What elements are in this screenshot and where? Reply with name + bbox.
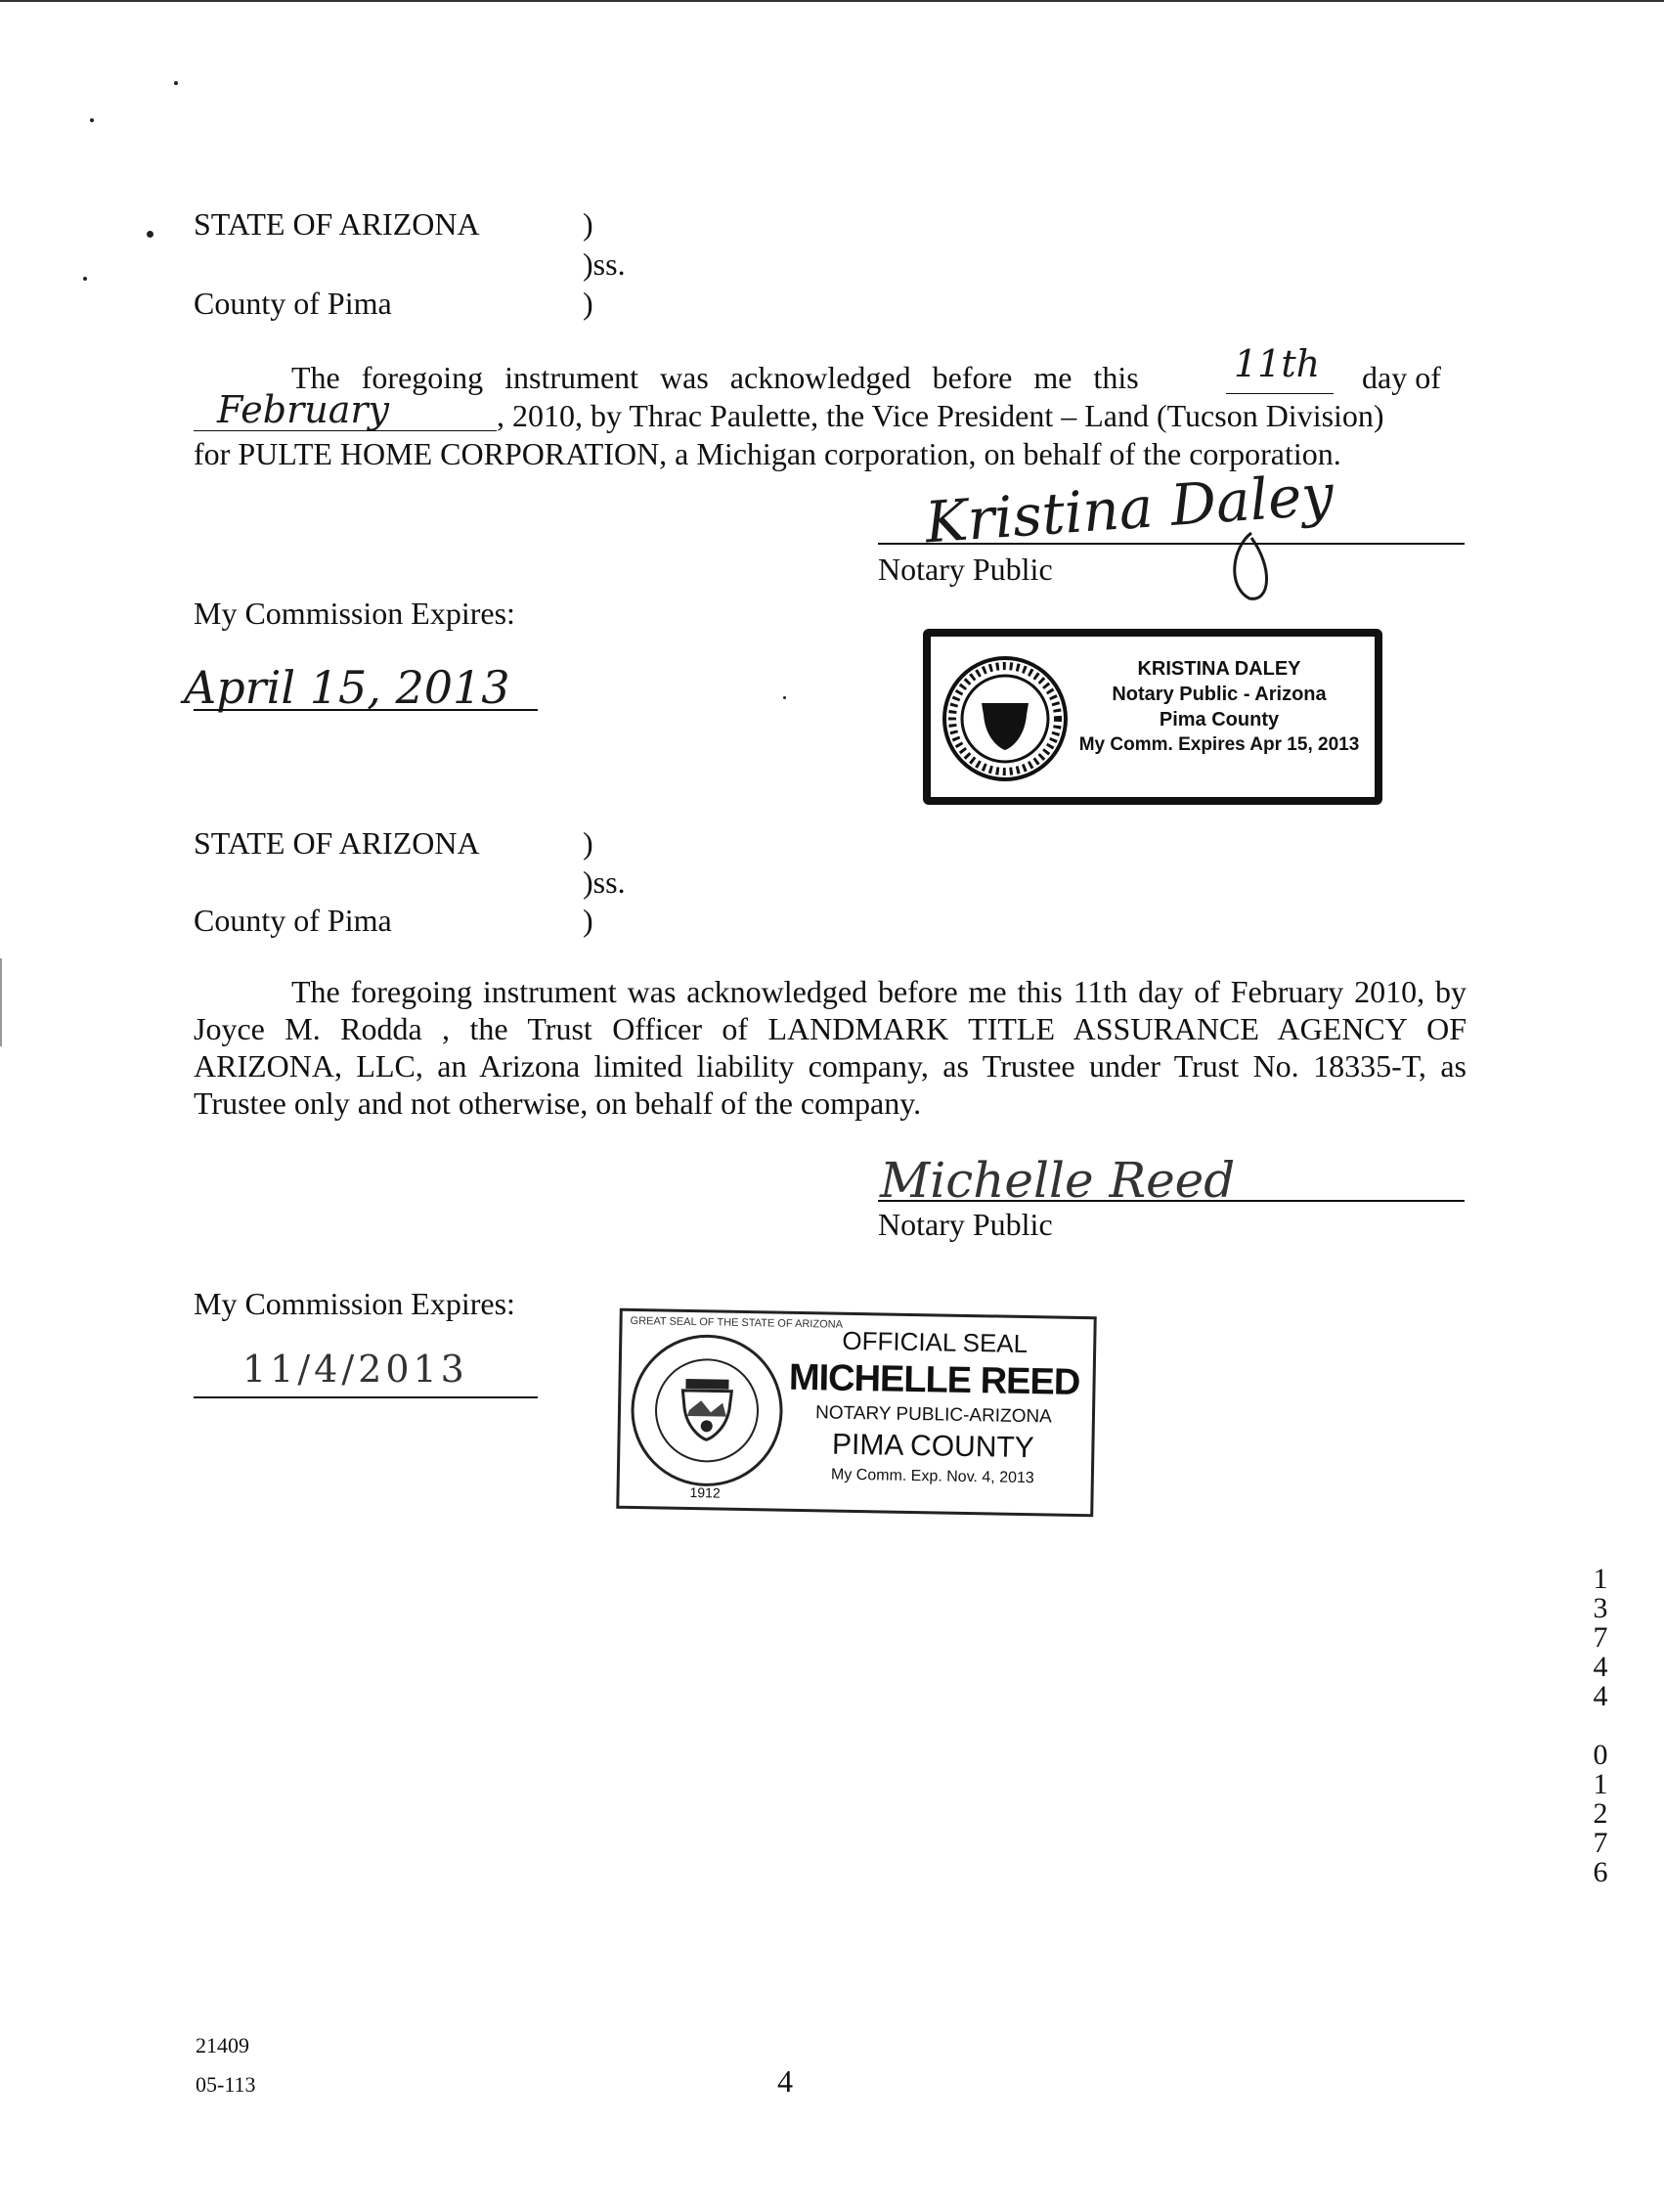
stamp-1-county: Pima County	[1159, 709, 1280, 730]
recording-digit	[1586, 1711, 1615, 1741]
signature-line-1	[878, 543, 1465, 545]
seal-year: 1912	[689, 1484, 721, 1501]
ack-line-3: for PULTE HOME CORPORATION, a Michigan corporation, on behalf of the corporation.	[194, 436, 1341, 471]
stamp-2-title: NOTARY PUBLIC-ARIZONA	[814, 1402, 1053, 1428]
stamp-2-name: MICHELLE REED	[788, 1356, 1080, 1403]
scan-speck	[174, 81, 178, 85]
scan-speck	[90, 118, 94, 122]
recording-digit: 1	[1593, 1563, 1608, 1595]
stamp-1-title: Notary Public - Arizona	[1112, 684, 1327, 705]
stamp-1-text	[1068, 656, 1371, 758]
recording-digit: 0	[1593, 1739, 1608, 1771]
recording-digit: 7	[1593, 1827, 1608, 1859]
venue-state: STATE OF ARIZONA	[194, 206, 480, 242]
notary-signature-2: Michelle Reed	[880, 1152, 1236, 1209]
stamp-2-official: OFFICIAL SEAL	[842, 1325, 1029, 1359]
venue-ss: )ss.	[583, 246, 626, 282]
commission-date-2: 11/4/2013	[242, 1348, 468, 1391]
scan-speck	[783, 696, 786, 699]
ack-month-handwritten: February	[217, 388, 390, 431]
recording-digit: 4	[1593, 1651, 1608, 1683]
stamp-2-expires: My Comm. Exp. Nov. 4, 2013	[830, 1466, 1034, 1487]
ack-line-2: , 2010, by Thrac Paulette, the Vice President – Land (Tucson Division)	[497, 398, 1384, 433]
notary-public-label-1: Notary Public	[878, 552, 1053, 587]
recording-number	[1586, 1565, 1615, 1887]
notary-public-label-2: Notary Public	[878, 1207, 1053, 1242]
venue-paren: )	[583, 206, 593, 242]
recording-digit: 2	[1593, 1797, 1608, 1830]
commission-label-2: My Commission Expires:	[194, 1286, 515, 1321]
recording-digit: 4	[1593, 1680, 1608, 1712]
commission-label-1: My Commission Expires:	[194, 596, 515, 631]
ack-month-blank	[194, 430, 497, 431]
venue-paren-2: )	[583, 903, 593, 938]
seal-ring-text: GREAT SEAL OF THE STATE OF ARIZONA	[630, 1314, 844, 1331]
notary-stamp-1	[923, 629, 1382, 805]
signature-flourish-1	[1222, 528, 1281, 606]
arizona-seal-icon	[941, 654, 1070, 783]
notary-stamp-2	[616, 1308, 1097, 1517]
venue-county: County of Pima	[194, 286, 392, 321]
stamp-2-county: PIMA COUNTY	[831, 1428, 1035, 1465]
ack-day-of: day of	[1362, 360, 1441, 395]
venue-county-2: County of Pima	[194, 903, 392, 938]
notary-signature-1: Kristina Daley	[923, 461, 1336, 556]
left-edge-mark	[0, 958, 2, 1046]
stamp-2-text	[786, 1324, 1082, 1491]
stamp-1-expires: My Comm. Expires Apr 15, 2013	[1078, 734, 1360, 755]
commission-line-2	[194, 1396, 538, 1398]
great-seal-icon	[628, 1331, 787, 1490]
page-number: 4	[777, 2063, 793, 2099]
venue-paren-2: )	[583, 825, 593, 861]
commission-date-1: April 15, 2013	[184, 661, 510, 714]
ack-day-blank	[1226, 393, 1334, 394]
commission-line-1	[194, 709, 538, 711]
ack-day-handwritten: 11th	[1234, 342, 1321, 385]
footer-code-1: 21409	[196, 2033, 249, 2057]
recording-digit: 1	[1593, 1768, 1608, 1800]
ack-line-1-text: The foregoing instrument was acknowledged before me this	[291, 360, 1139, 395]
venue-state-2: STATE OF ARIZONA	[194, 825, 480, 861]
top-border-line	[0, 0, 1664, 2]
recording-digit: 6	[1593, 1856, 1608, 1888]
venue-ss-2: )ss.	[583, 864, 626, 900]
stamp-1-name: KRISTINA DALEY	[1137, 658, 1301, 680]
ack-paragraph-2: The foregoing instrument was acknowledged before me this 11th day of February 2010, by Joyce M. Rodda , the Trust Officer of LANDMARK TITLE ASSURANCE AGENCY OF ARIZONA, LLC, an Arizona limited liability company, as Trustee under Trust No. 18335-T, as Trustee only and not otherwise, on behalf of the company.	[194, 974, 1467, 1121]
signature-line-2	[878, 1200, 1465, 1202]
venue-paren: )	[583, 286, 593, 321]
bullet-mark	[147, 231, 153, 238]
footer-code-2: 05-113	[196, 2072, 256, 2097]
scan-speck	[83, 277, 87, 281]
recording-digit: 7	[1593, 1621, 1608, 1654]
recording-digit: 3	[1593, 1592, 1608, 1624]
